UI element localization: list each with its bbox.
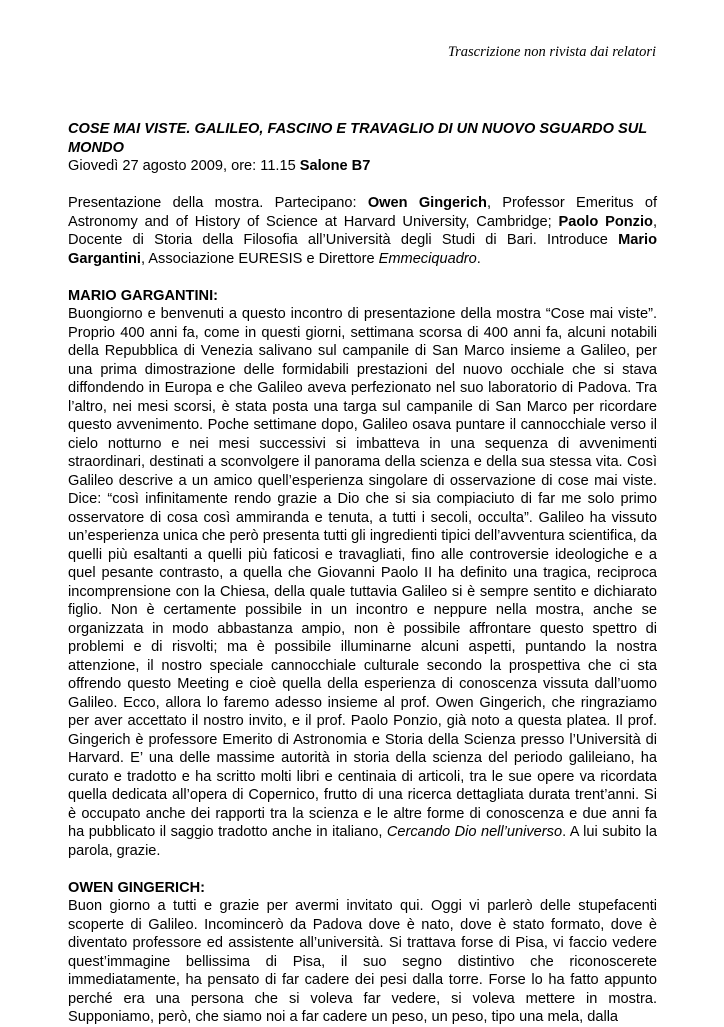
speech-text: . A lui subito la parola, grazie.: [68, 824, 657, 859]
event-location: Salone B7: [299, 158, 371, 174]
speaker-heading: MARIO GARGANTINI:: [68, 287, 218, 304]
intro-text: .: [476, 250, 481, 267]
intro-text: Presentazione della mostra. Partecipano:: [68, 195, 368, 211]
participant-name: Owen Gingerich: [367, 195, 487, 211]
book-title: Cercando Dio nell’universo: [386, 824, 563, 840]
speaker-heading: OWEN GINGERICH:: [68, 879, 206, 896]
participant-name: Paolo Ponzio: [558, 213, 653, 230]
intro-paragraph: [68, 194, 657, 268]
transcription-note: Trascrizione non rivista dai relatori: [447, 44, 656, 60]
paragraph-gap: [68, 860, 657, 879]
speech-text: Buongiorno e benvenuti a questo incontro di presentazione della mostra “Cose mai viste”. Proprio 400 anni fa, come in questi giorni, settimana scorsa di 400 anni fa, alcuni notabili della Repubblica di Venezia salivano sul campanile di San Marco insieme a Galileo, per una prima dimostrazione delle formidabili prestazioni del nuovo occhiale che si stava diffondendo in Europa e che Galileo aveva perfezionato nel suo laboratorio di Padova. Tra l’altro, nei mesi scorsi, è stata posta una targa sul campanile di San Marco per ricordare questo avvenimento. Poche settimane dopo, Galileo osava puntare il cannocchiale verso il cielo notturno e nei mesi successivi si imbatteva in una sequenza di avvenimenti straordinari, destinati a sconvolgere il panorama della scienza e della sua stessa vita. Così Galileo descrive a un amico quell’esperienza singolare di osservazione di cose mai viste. Dice: “così infinitamente rendo grazie a Dio che si sia compiaciuto di far me solo primo osservatore di cosa così ammiranda e tenuta, a tutti i secoli, occulta”. Galileo ha vissuto un’esperienza unica che però presenta tutti gli ingredienti tipici dell’avventura scientifica, da quelli più esaltanti a quelli più faticosi e travagliati, fino alle controversie ideologiche e a quel pesante contrasto, a quella che Giovanni Paolo II ha definito una tragica, reciproca incomprensione con la Chiesa, della quale tuttavia Galileo si è sempre sentito e dichiarato figlio. Non è certamente possibile in un incontro e neppure nella mostra, anche se organizzata in modo abbastanza ampio, non è possibile affrontare questo spettro di problemi e di risvolti; ma è possibile illuminarne alcuni aspetti, puntando la nostra attenzione, il nostro speciale cannocchiale culturale secondo la prospettiva che ci sta offrendo questo Meeting e cioè quella della esperienza di conoscenza vissuta dall’uomo Galileo. Ecco, allora lo faremo adesso insieme al prof. Owen Gingerich, che ringraziamo per aver accettato il nostro invito, e il prof. Paolo Ponzio, già noto a questa platea. Il prof. Gingerich è professore Emerito di Astronomia e Storia della Scienza presso l’Università di Harvard. E’ una delle massime autorità in storia della scienza del periodo galileiano, ha curato e tradotto e ha scritto molti libri e centinaia di articoli, tra le sue opere va ricordata quella dedicata all’opera di Copernico, frutto di una ricerca dettagliata durata trent’anni. Si è occupato anche dei rapporti tra la scienza e le altre forme di conoscenza e due anni fa ha pubblicato il saggio tradotto anche in italiano,: [68, 306, 657, 840]
intro-text: , Professor Emeritus of Astronomy and of History of Science at Harvard University, Cambridge;: [68, 195, 657, 230]
event-datetime-line: [68, 157, 657, 176]
intro-text: , Docente di Storia della Filosofia all’Università degli Studi di Bari. Introduce: [68, 213, 657, 248]
intro-text: , Associazione EURESIS e Direttore: [140, 250, 379, 267]
event-datetime: Giovedì 27 agosto 2009, ore: 11.15: [68, 158, 300, 174]
speech-paragraph: [68, 305, 657, 860]
speech-paragraph: Buon giorno a tutti e grazie per avermi invitato qui. Oggi vi parlerò delle stupefacenti scoperte di Galileo. Incomincerò da Padova dove è nato, dove è stato formato, dove è diventato professore ed assistente all’università. Si trattava forse di Pisa, vi faccio vedere quest’immagine bellissima di Pisa, il suo segno distintivo che riconoscerete immediatamente, ha pensato di far cadere dei pesi dalla torre. Forse lo ha fatto appunto perché era una persona che si voleva far vedere, si voleva mettere in mostra. Supponiamo, però, che siamo noi a far cadere un peso, un peso, tipo una mela, dalla: [68, 898, 657, 1025]
publication-name: Emmeciquadro: [378, 250, 477, 267]
participant-name: Mario Gargantini: [68, 232, 657, 267]
event-title: COSE MAI VISTE. GALILEO, FASCINO E TRAVAGLIO DI UN NUOVO SGUARDO SUL MONDO: [68, 121, 647, 156]
paragraph-gap: [68, 176, 657, 195]
document-body: [68, 120, 657, 1027]
paragraph-gap: [68, 268, 657, 287]
